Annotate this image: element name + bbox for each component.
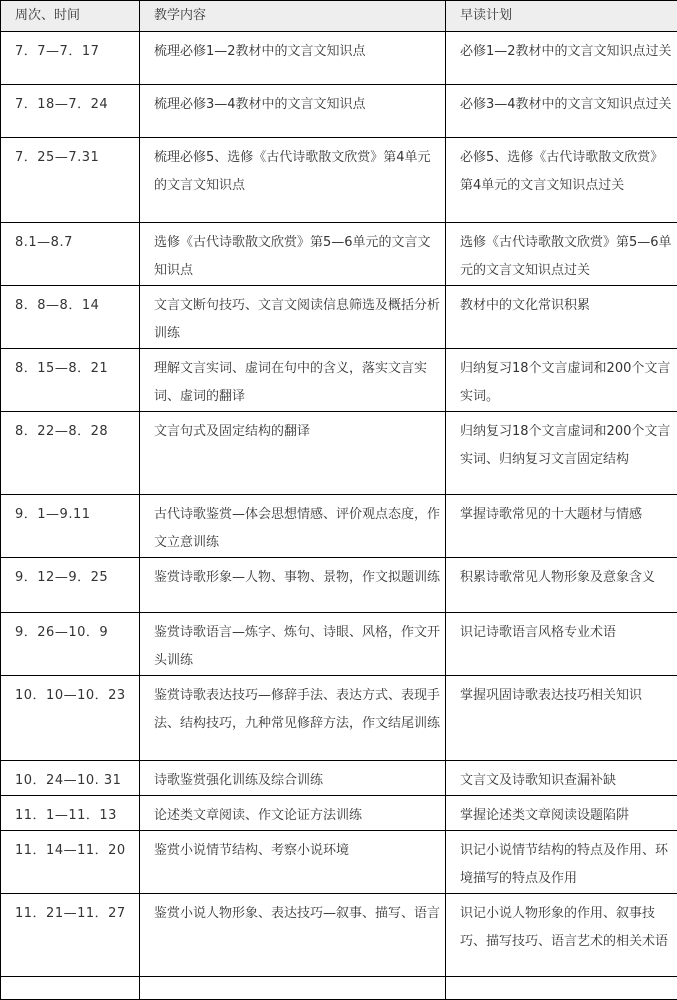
plan-cell: 归纳复习18个文言虚词和200个文言实词、归纳复习文言固定结构 [446,412,677,495]
week-cell: 7．25—7.31 [1,138,140,223]
table-row [1,85,677,138]
plan-cell: 识记诗歌语言风格专业术语 [446,613,677,676]
week-cell: 11．14—11．20 [1,831,140,894]
week-cell: 9．12—9．25 [1,558,140,613]
week-cell: 10．10—10．23 [1,676,140,761]
week-cell: 8．15—8．21 [1,349,140,412]
plan-cell: 积累诗歌常见人物形象及意象含义 [446,558,677,613]
plan-cell: 教材中的文化常识积累 [446,286,677,349]
content-cell: 古代诗歌鉴赏—体会思想情感、评价观点态度，作文立意训练 [140,495,446,558]
content-cell: 理解文言实词、虚词在句中的含义，落实文言实词、虚词的翻译 [140,349,446,412]
week-cell [1,977,140,1000]
content-cell: 论述类文章阅读、作文论证方法训练 [140,796,446,831]
table-row [1,977,677,1000]
table-row [1,831,677,894]
header-row [1,1,677,32]
plan-cell: 掌握诗歌常见的十大题材与情感 [446,495,677,558]
table-row [1,676,677,761]
content-cell: 文言文断句技巧、文言文阅读信息筛选及概括分析训练 [140,286,446,349]
week-cell: 9．1—9.11 [1,495,140,558]
header-plan: 早读计划 [446,1,677,32]
week-cell: 8．8—8．14 [1,286,140,349]
table-row [1,558,677,613]
plan-cell: 文言文及诗歌知识查漏补缺 [446,761,677,796]
content-cell: 梳理必修5、选修《古代诗歌散文欣赏》第4单元的文言文知识点 [140,138,446,223]
plan-cell: 必修1—2教材中的文言文知识点过关 [446,32,677,85]
content-cell: 选修《古代诗歌散文欣赏》第5—6单元的文言文知识点 [140,223,446,286]
content-cell: 鉴赏小说情节结构、考察小说环境 [140,831,446,894]
week-cell: 7．18—7．24 [1,85,140,138]
table-row [1,613,677,676]
plan-cell: 归纳复习18个文言虚词和200个文言实词。 [446,349,677,412]
content-cell: 鉴赏诗歌语言—炼字、炼句、诗眼、风格，作文开头训练 [140,613,446,676]
header-content: 教学内容 [140,1,446,32]
plan-cell [446,977,677,1000]
table-row [1,412,677,495]
plan-cell: 必修3—4教材中的文言文知识点过关 [446,85,677,138]
week-cell: 9．26—10．9 [1,613,140,676]
week-cell: 7．7—7．17 [1,32,140,85]
plan-cell: 识记小说情节结构的特点及作用、环境描写的特点及作用 [446,831,677,894]
plan-cell: 选修《古代诗歌散文欣赏》第5—6单元的文言文知识点过关 [446,223,677,286]
content-cell [140,977,446,1000]
content-cell: 文言句式及固定结构的翻译 [140,412,446,495]
table-row [1,286,677,349]
plan-cell: 识记小说人物形象的作用、叙事技巧、描写技巧、语言艺术的相关术语 [446,894,677,977]
table-row [1,495,677,558]
content-cell: 鉴赏诗歌表达技巧—修辞手法、表达方式、表现手法、结构技巧，九种常见修辞方法，作文结尾训练 [140,676,446,761]
week-cell: 8.1—8.7 [1,223,140,286]
table-row [1,349,677,412]
content-cell: 梳理必修1—2教材中的文言文知识点 [140,32,446,85]
table-row [1,761,677,796]
table-row [1,138,677,223]
table-row [1,796,677,831]
content-cell: 鉴赏小说人物形象、表达技巧—叙事、描写、语言 [140,894,446,977]
week-cell: 11．1—11．13 [1,796,140,831]
table-row [1,32,677,85]
plan-cell: 掌握论述类文章阅读设题陷阱 [446,796,677,831]
content-cell: 梳理必修3—4教材中的文言文知识点 [140,85,446,138]
table-row [1,223,677,286]
week-cell: 10．24—10. 31 [1,761,140,796]
header-week: 周次、时间 [1,1,140,32]
table-row [1,894,677,977]
content-cell: 鉴赏诗歌形象—人物、事物、景物，作文拟题训练 [140,558,446,613]
week-cell: 8．22—8．28 [1,412,140,495]
plan-cell: 必修5、选修《古代诗歌散文欣赏》第4单元的文言文知识点过关 [446,138,677,223]
week-cell: 11．21—11．27 [1,894,140,977]
plan-cell: 掌握巩固诗歌表达技巧相关知识 [446,676,677,761]
content-cell: 诗歌鉴赏强化训练及综合训练 [140,761,446,796]
